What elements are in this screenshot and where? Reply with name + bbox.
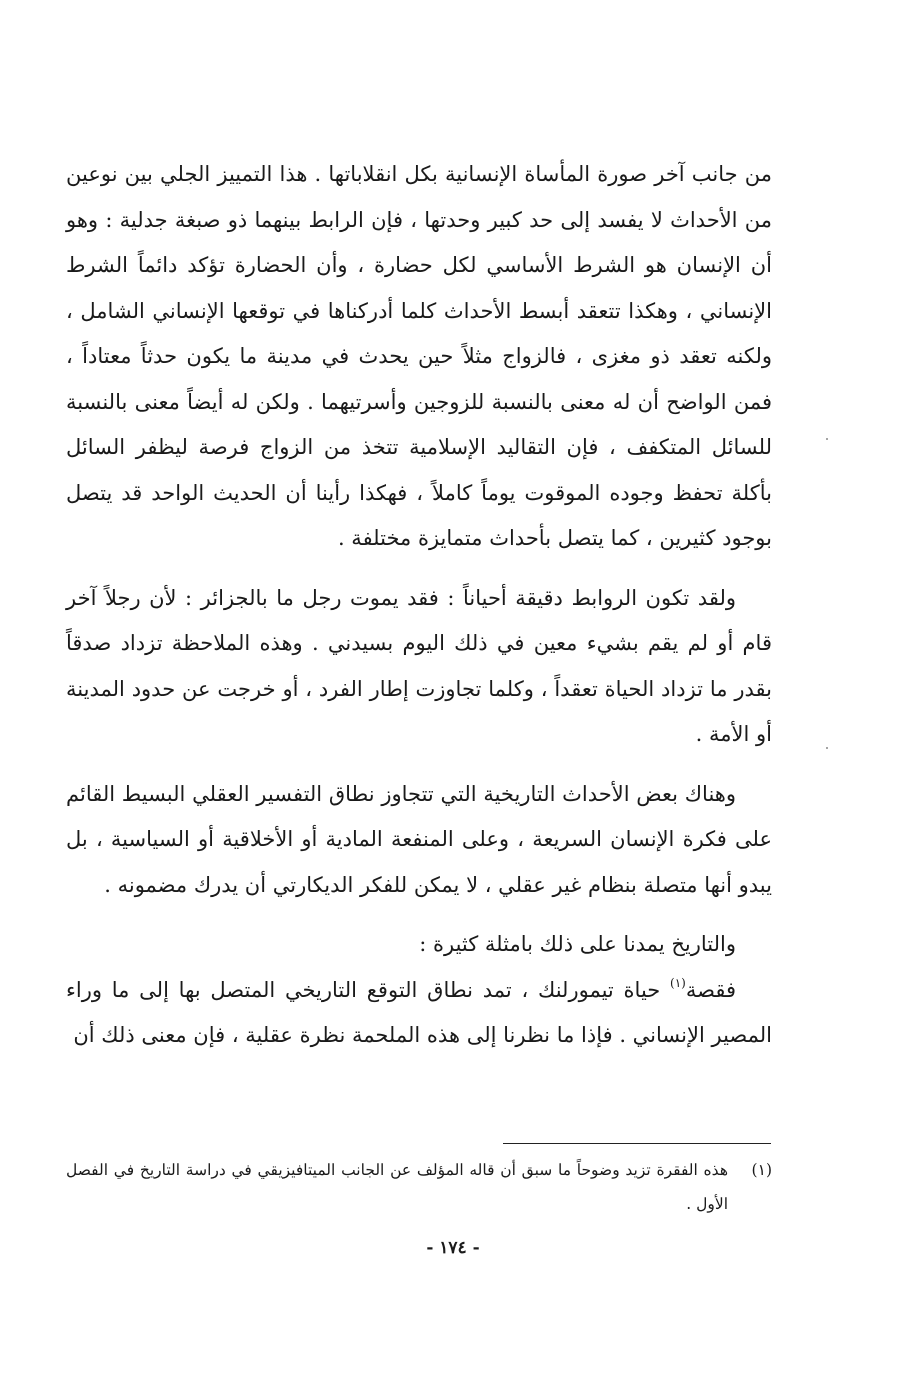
scan-speck — [826, 747, 828, 749]
paragraph-5-rest: حياة تيمورلنك ، تمد نطاق التوقع التاريخي المتصل بها إلى ما وراء المصير الإنساني . فإذا ما نظرنا إلى هذه الملحمة نظرة عقلية ، فإن معنى ذلك أن — [66, 977, 772, 1047]
body-text — [66, 152, 772, 1059]
paragraph-4 — [66, 922, 772, 968]
footnote-marker: (١) — [751, 1161, 772, 1179]
footnote-reference[interactable]: (١) — [670, 975, 686, 990]
footnote-separator — [503, 1143, 771, 1144]
page-number: - ١٧٤ - — [426, 1238, 480, 1258]
scan-speck — [826, 438, 828, 440]
paragraph-5 — [66, 968, 772, 1059]
paragraph-3-text: وهناك بعض الأحداث التاريخية التي تتجاوز نطاق التفسير العقلي البسيط القائم على فكرة الإنسان السريعة ، وعلى المنفعة المادية أو الأخلاقية أو السياسية ، بل يبدو أنها متصلة بنظام غير عقلي ، لا يمكن للفكر الديكارتي أن يدرك مضمونه . — [66, 781, 772, 897]
paragraph-4-text: والتاريخ يمدنا على ذلك بامثلة كثيرة : — [419, 932, 736, 956]
paragraph-5-start: فقصة — [685, 977, 736, 1002]
paragraph-3 — [66, 772, 772, 909]
paragraph-1: من جانب آخر صورة المأساة الإنسانية بكل انقلاباتها . هذا التمييز الجلي بين نوعين من الأحداث لا يفسد إلى حد كبير وحدتها ، فإن الرابط بينهما ذو صبغة جدلية : وهو أن الإنسان هو الشرط الأساسي لكل حضارة ، وأن الحضارة تؤكد دائماً الشرط الإنساني ، وهكذا تتعقد أبسط الأحداث كلما أدركناها في توقعها الإنساني الشامل ، ولكنه تعقد ذو مغزى ، فالزواج مثلاً حين يحدث في مدينة ما يكون حدثاً معتاداً ، فمن الواضح أن له معنى بالنسبة للزوجين وأسرتيهما . ولكن له أيضاً معنى بالنسبة للسائل المتكفف ، فإن التقاليد الإسلامية تتخذ من الزواج فرصة ليظفر السائل بأكلة تحفظ وجوده الموقوت يوماً كاملاً ، فهكذا رأينا أن الحديث الواحد قد يتصل بوجود كثيرين ، كما يتصل بأحداث متمايزة مختلفة . — [66, 162, 772, 550]
footnote — [66, 1153, 772, 1221]
paragraph-2 — [66, 576, 772, 758]
paragraph-2-text: ولقد تكون الروابط دقيقة أحياناً : فقد يموت رجل ما بالجزائر : لأن رجلاً آخر قام أو لم يقم بشيء معين في ذلك اليوم بسيدني . وهذه الملاحظة تزداد صدقاً بقدر ما تزداد الحياة تعقداً ، وكلما تجاوزت إطار الفرد ، أو خرجت عن حدود المدينة أو الأمة . — [66, 585, 772, 746]
footnote-text: هذه الفقرة تزيد وضوحاً ما سبق أن قاله المؤلف عن الجانب الميتافيزيقي في دراسة التاريخ في الفصل الأول . — [66, 1161, 728, 1213]
